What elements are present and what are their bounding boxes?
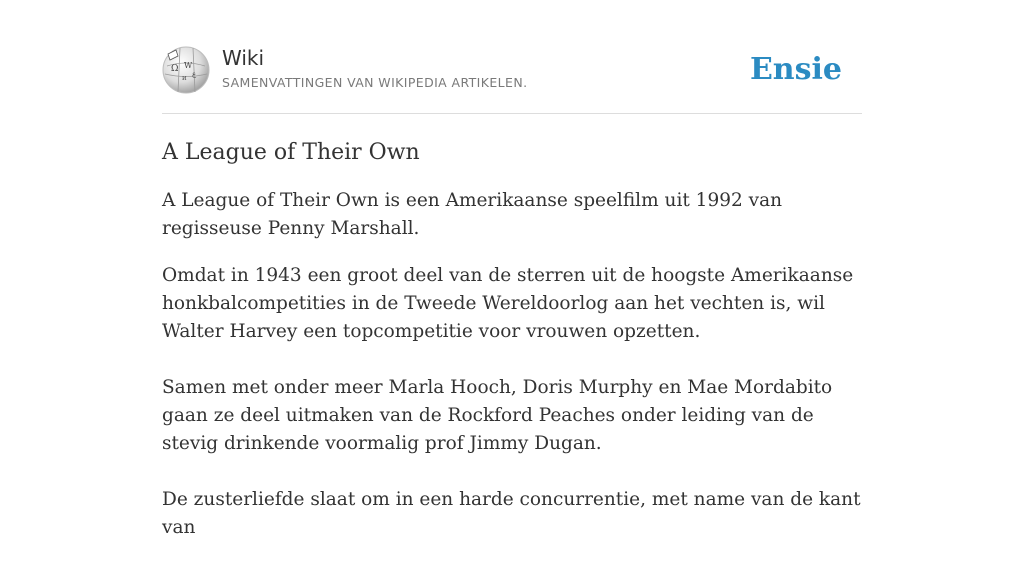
site-header <box>162 46 862 96</box>
article-paragraph: Samen met onder meer Marla Hooch, Doris Murphy en Mae Mordabito gaan ze deel uitmaken van de Rockford Peaches onder leiding van de stevig drinkende voormalig prof Jimmy Dugan. <box>162 377 833 454</box>
svg-text:и: и <box>182 74 187 82</box>
site-title[interactable]: Wiki <box>222 46 265 70</box>
svg-text:ع: ع <box>192 70 197 78</box>
header-divider <box>162 113 862 114</box>
brand-logo[interactable]: Ensie <box>749 52 842 87</box>
svg-text:W: W <box>184 61 193 70</box>
wikipedia-globe-icon[interactable] <box>162 46 210 94</box>
article-paragraph: Omdat in 1943 een groot deel van de sterren uit de hoogste Amerikaanse honkbalcompetities in de Tweede Wereldoorlog aan het vechten is, wil Walter Harvey een topcompetitie voor vrouwen opzetten. <box>162 265 854 342</box>
svg-text:Ω: Ω <box>171 64 179 74</box>
article-lead: A League of Their Own is een Amerikaanse speelfilm uit 1992 van regisseuse Penny Marshall. <box>162 190 783 239</box>
article-paragraph: De zusterliefde slaat om in een harde concurrentie, met name van de kant van <box>162 489 861 538</box>
article-content <box>162 138 862 570</box>
site-subtitle: SAMENVATTINGEN VAN WIKIPEDIA ARTIKELEN. <box>222 75 528 90</box>
article-title: A League of Their Own <box>162 140 420 165</box>
